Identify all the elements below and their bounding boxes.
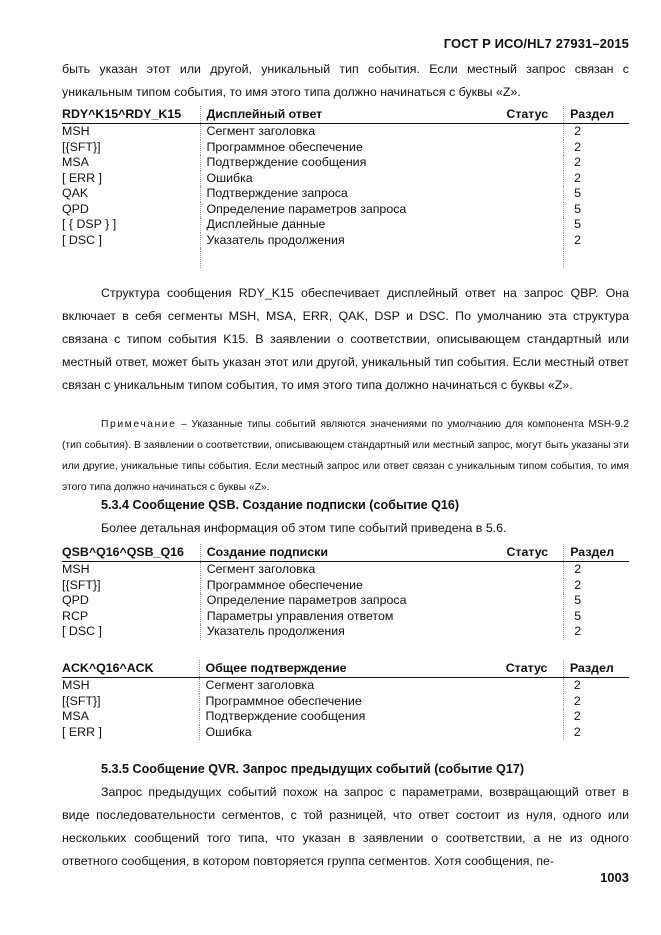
table-row — [62, 186, 629, 202]
section-heading-5-3-4: 5.3.4 Сообщение QSB. Создание подписки (событие Q16) — [101, 498, 460, 512]
cell-segment-description: Определение параметров запроса — [200, 202, 506, 218]
cell-message-segment: QPD — [62, 593, 89, 607]
table-row — [62, 155, 629, 171]
cell-message-segment: [ ERR ] — [62, 170, 102, 185]
cell-section: 2 — [563, 694, 629, 710]
cell-section: 2 — [564, 624, 629, 640]
cell-status — [506, 140, 563, 156]
cell-status — [506, 124, 563, 140]
column-header-status: Статус — [506, 106, 563, 124]
cell-status — [506, 694, 564, 710]
cell-section: 5 — [564, 186, 629, 202]
cell-section: 2 — [563, 725, 629, 741]
cell-segment-description: Программное обеспечение — [200, 140, 506, 156]
cell-segment-description: Сегмент заголовка — [200, 124, 506, 140]
cell-segment-description: Сегмент заголовка — [199, 678, 506, 694]
note-paragraph — [62, 414, 629, 498]
cell-message-segment: [ DSC ] — [62, 232, 102, 247]
cell-segment-description: Ошибка — [199, 725, 506, 741]
cell-section: 2 — [563, 709, 629, 725]
cell-segment-description: Дисплейные данные — [200, 217, 506, 233]
empty-cell — [62, 248, 200, 268]
cell-section: 2 — [564, 233, 629, 249]
cell-segment-description: Подтверждение сообщения — [200, 155, 506, 171]
table-body — [62, 678, 629, 741]
cell-message-segment: MSH — [62, 562, 90, 576]
cell-section: 2 — [563, 678, 629, 694]
table-body — [62, 562, 629, 640]
cell-segment-description: Подтверждение сообщения — [199, 709, 506, 725]
table-spacer-row — [62, 248, 629, 268]
intro-paragraph: быть указан этот или другой, уникальный тип события. Если местный запрос связан с уникальным типом события, то имя этого типа должно начинаться с буквы «Z». — [62, 62, 629, 99]
cell-status — [506, 202, 563, 218]
table-row — [62, 562, 629, 578]
cell-section: 2 — [564, 562, 629, 578]
message-table-rdy-k15 — [62, 106, 629, 268]
cell-section: 5 — [564, 609, 629, 625]
rdy-k15-paragraph: Структура сообщения RDY_K15 обеспечивает дисплейный ответ на запрос QBP. Она включает в себя сегменты MSH, MSA, ERR, QAK, DSP и DSC. По умолчанию эта структура связана с типом события K15. В заявлении о соответствии, описывающем стандартный или местный ответ, может быть указан этот или другой, уникальный тип события. Если местный ответ связан с уникальным типом события, то имя этого типа должно начинаться с буквы «Z». — [62, 286, 629, 392]
table-row — [62, 709, 629, 725]
cell-message-segment: [ ERR ] — [62, 724, 102, 739]
cell-segment-description: Определение параметров запроса — [200, 593, 506, 609]
column-header-status: Статус — [506, 660, 564, 678]
table-row — [62, 124, 629, 140]
empty-cell — [564, 248, 629, 268]
note-label: Примечание — [101, 419, 177, 430]
column-header-section: Раздел — [564, 544, 629, 562]
section-heading-5-3-5: 5.3.5 Сообщение QVR. Запрос предыдущих событий (событие Q17) — [101, 762, 525, 776]
section-5-3-5-text: Запрос предыдущих событий похож на запрос с параметрами, возвращающий ответ в виде последовательности сегментов, с той разницей, что ответ состоит из нуля, одного или нескольких сообщений того типа, что указан в заявлении о соответствии, а не из одного ответного сообщения, в котором повторяется группа сегментов. Хотя сообщения, пе- — [62, 785, 629, 868]
cell-message-segment: [{SFT}] — [62, 139, 101, 154]
table-row — [62, 609, 629, 625]
column-header-message: RDY^K15^RDY_K15 — [62, 106, 200, 124]
cell-segment-description: Сегмент заголовка — [200, 562, 506, 578]
cell-segment-description: Подтверждение запроса — [200, 186, 506, 202]
cell-message-segment: [ DSC ] — [62, 624, 102, 638]
cell-segment-description: Указатель продолжения — [200, 233, 506, 249]
empty-cell — [200, 248, 506, 268]
cell-status — [506, 233, 563, 249]
cell-status — [506, 171, 563, 187]
table-header-row — [62, 544, 629, 562]
cell-segment-description: Указатель продолжения — [200, 624, 506, 640]
cell-message-segment: MSA — [62, 155, 89, 169]
cell-segment-description: Программное обеспечение — [199, 694, 506, 710]
table-row — [62, 233, 629, 249]
cell-status — [506, 609, 563, 625]
cell-status — [506, 624, 563, 640]
cell-status — [506, 578, 563, 594]
cell-status — [506, 725, 564, 741]
table-row — [62, 217, 629, 233]
cell-segment-description: Ошибка — [200, 171, 506, 187]
column-header-description: Создание подписки — [200, 544, 506, 562]
page-number: 1003 — [600, 870, 629, 885]
table-row — [62, 578, 629, 594]
column-header-description: Дисплейный ответ — [200, 106, 506, 124]
column-header-description: Общее подтверждение — [199, 660, 506, 678]
cell-message-segment: QAK — [62, 186, 89, 200]
cell-status — [506, 186, 563, 202]
table-header-row — [62, 660, 629, 678]
cell-section: 2 — [564, 171, 629, 187]
column-header-message: QSB^Q16^QSB_Q16 — [62, 544, 200, 562]
cell-message-segment: QPD — [62, 201, 89, 216]
page-header-standard: ГОСТ Р ИСО/HL7 27931–2015 — [443, 36, 629, 51]
cell-segment-description: Параметры управления ответом — [200, 609, 506, 625]
cell-status — [506, 217, 563, 233]
cell-section: 2 — [564, 140, 629, 156]
section-5-3-4-text: Более детальная информация об этом типе событий приведена в 5.6. — [101, 521, 507, 535]
cell-section: 2 — [564, 124, 629, 140]
cell-message-segment: [{SFT}] — [62, 693, 101, 708]
table-row — [62, 678, 629, 694]
cell-message-segment: MSH — [62, 124, 90, 138]
cell-section: 5 — [564, 593, 629, 609]
column-header-message: ACK^Q16^ACK — [62, 660, 199, 678]
cell-section: 5 — [564, 202, 629, 218]
empty-cell — [506, 248, 563, 268]
message-table-ack-q16 — [62, 660, 629, 740]
table-row — [62, 171, 629, 187]
cell-section: 2 — [564, 155, 629, 171]
table-row — [62, 202, 629, 218]
cell-segment-description: Программное обеспечение — [200, 578, 506, 594]
table-row — [62, 694, 629, 710]
column-header-status: Статус — [506, 544, 563, 562]
cell-status — [506, 562, 563, 578]
cell-message-segment: MSH — [62, 678, 90, 692]
cell-section: 5 — [564, 217, 629, 233]
cell-status — [506, 593, 563, 609]
table-header-row — [62, 106, 629, 124]
cell-section: 2 — [564, 578, 629, 594]
message-table-qsb-q16 — [62, 544, 629, 640]
cell-message-segment: [ { DSP } ] — [62, 217, 117, 231]
cell-message-segment: MSA — [62, 709, 89, 723]
table-row — [62, 624, 629, 640]
cell-message-segment: RCP — [62, 608, 89, 623]
cell-status — [506, 155, 563, 171]
table-row — [62, 593, 629, 609]
table-body — [62, 124, 629, 269]
table-row — [62, 140, 629, 156]
cell-status — [506, 678, 564, 694]
table-row — [62, 725, 629, 741]
column-header-section: Раздел — [564, 106, 629, 124]
column-header-section: Раздел — [563, 660, 629, 678]
note-text: – Указанные типы событий являются значениями по умолчанию для компонента MSH-9.2 (тип события). В заявлении о соответствии, описывающем стандартный или местный запрос, могут быть указаны эти или другие, уникальные типы события. Если местный запрос или ответ связан с уникальным типом события, то имя этого типа должно начинаться с буквы «Z». — [62, 419, 629, 493]
cell-message-segment: [{SFT}] — [62, 577, 101, 592]
cell-status — [506, 709, 564, 725]
